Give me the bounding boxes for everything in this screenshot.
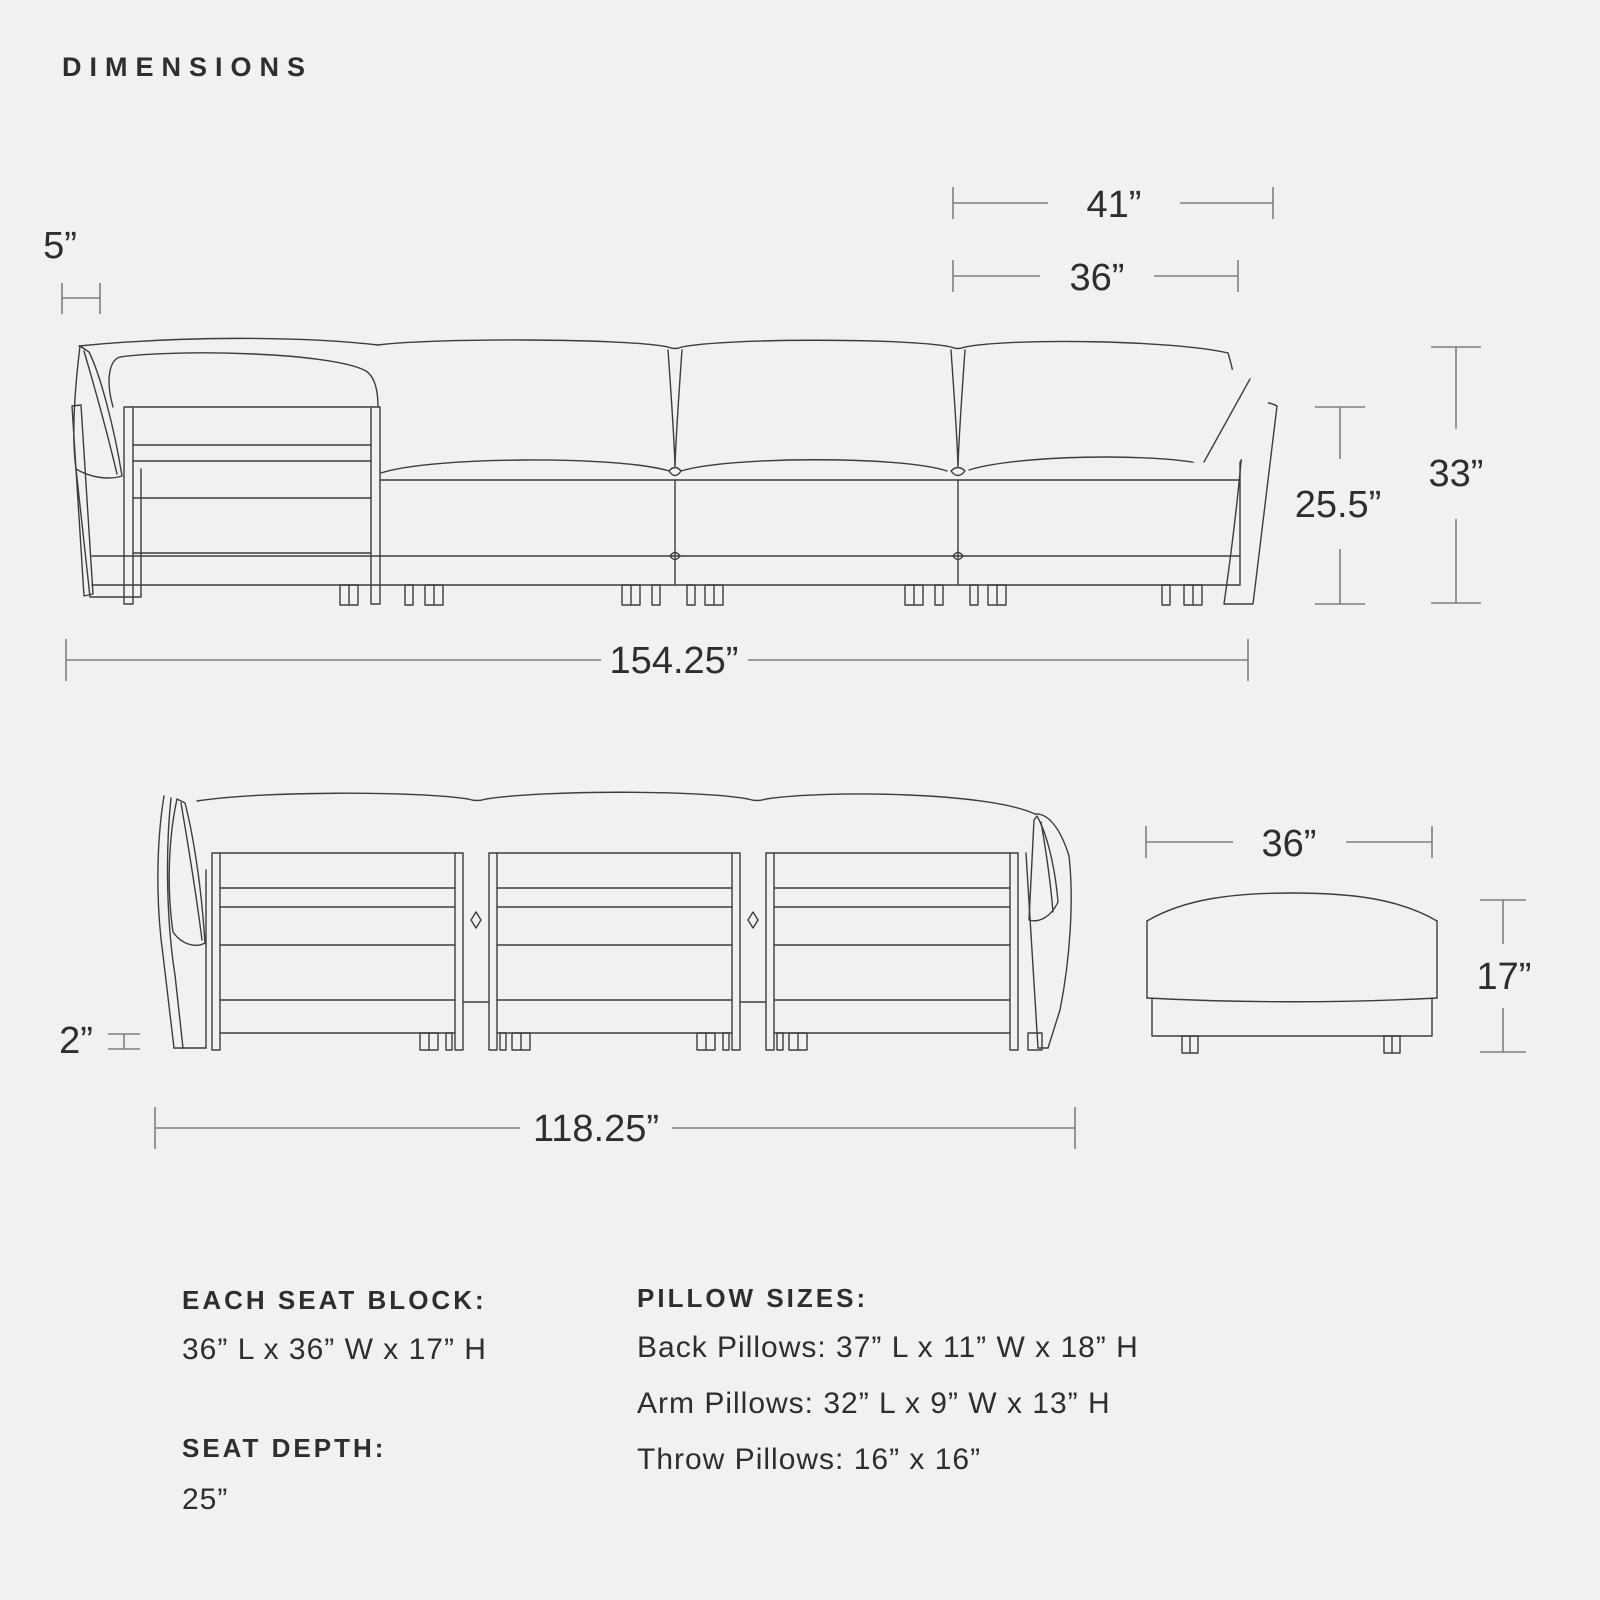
frame-post <box>455 853 463 1050</box>
frame-post <box>766 853 774 1050</box>
dim-ottoman-height-label: 17” <box>1476 956 1532 998</box>
leg <box>970 585 978 605</box>
seat-depth-heading: SEAT DEPTH: <box>182 1433 387 1463</box>
dim-ottoman-width <box>1146 823 1432 865</box>
front-legs <box>340 585 1202 605</box>
frame-post <box>371 407 380 604</box>
back-legs <box>420 1033 1042 1050</box>
dim-arm-height <box>1295 407 1382 604</box>
leg <box>446 1033 452 1050</box>
connector-leaf <box>748 912 758 928</box>
frame-post <box>732 853 740 1050</box>
right-arm-crease <box>1041 822 1053 912</box>
frame-post <box>212 853 220 1050</box>
page-title: DIMENSIONS <box>62 52 314 82</box>
frame-post <box>489 853 497 1050</box>
corner-wedge-crease <box>84 351 117 474</box>
frame-post <box>124 407 133 604</box>
dim-overall-width-front-label: 154.25” <box>609 640 739 682</box>
corner-arm-panel <box>72 405 93 596</box>
leg <box>777 1033 783 1050</box>
right-arm-inner-edge <box>1026 853 1038 1048</box>
frame-post <box>1010 853 1018 1050</box>
dim-overall-width-front <box>66 639 1248 682</box>
cushion-divider <box>668 350 675 466</box>
dim-arm-width <box>43 225 100 314</box>
right-arm-top <box>1035 814 1069 856</box>
right-arm-wedge-cushion <box>1029 816 1058 921</box>
dim-seat-block-width <box>953 257 1238 299</box>
leg <box>500 1033 506 1050</box>
ottoman-top <box>1147 893 1437 921</box>
dim-ottoman-width-label: 36” <box>1261 823 1317 865</box>
back-cushion-top-outline <box>79 338 378 346</box>
cushion-divider <box>951 350 958 466</box>
dim-leg-height-label: 2” <box>59 1020 93 1062</box>
dim-back-height-label: 33” <box>1428 453 1484 495</box>
pillow-item: Back Pillows: 37” L x 11” W x 18” H <box>637 1331 1139 1364</box>
pillow-heading: PILLOW SIZES: <box>637 1283 869 1313</box>
left-arm-crease <box>181 803 202 940</box>
cushion-divider <box>675 350 682 466</box>
ottoman-drawing <box>1147 893 1437 1053</box>
connector-leaf <box>471 912 481 928</box>
leg <box>405 585 413 605</box>
seat-cushion <box>681 460 947 471</box>
right-arm-outer-edge <box>1048 856 1071 1048</box>
leg <box>652 585 660 605</box>
dim-arm-width-label: 5” <box>43 225 77 267</box>
dim-arm-height-label: 25.5” <box>1294 484 1382 526</box>
seam-leaf <box>669 468 681 476</box>
leg <box>1162 585 1170 605</box>
back-cushion-top-outline <box>378 340 1228 353</box>
seat-cushion <box>969 457 1203 470</box>
ottoman-base <box>1152 999 1432 1036</box>
dim-overall-width-back <box>155 1107 1075 1150</box>
leg <box>687 585 695 605</box>
dim-ottoman-height <box>1477 900 1532 1052</box>
dim-end-seat-with-arm <box>953 184 1273 226</box>
dim-overall-width-back-label: 118.25” <box>532 1108 660 1150</box>
pillow-item: Throw Pillows: 16” x 16” <box>637 1443 982 1476</box>
pillow-item: Arm Pillows: 32” L x 9” W x 13” H <box>637 1387 1111 1420</box>
back-view-drawing <box>158 792 1071 1050</box>
leg <box>935 585 943 605</box>
corner-back-hump <box>109 353 378 407</box>
leg <box>723 1033 729 1050</box>
seat-block-heading: EACH SEAT BLOCK: <box>182 1285 487 1315</box>
ottoman-cushion-seam <box>1147 998 1437 1002</box>
dim-back-height <box>1429 347 1484 603</box>
seat-depth-value: 25” <box>182 1483 229 1516</box>
back-cushion-top-outline <box>197 792 1035 814</box>
dim-end-seat-with-arm-label: 41” <box>1086 184 1142 226</box>
front-view-drawing <box>72 338 1285 605</box>
dim-leg-height <box>59 1020 140 1062</box>
cushion-divider <box>958 350 965 466</box>
seam-leaf <box>951 468 965 476</box>
seat-cushion <box>381 460 669 473</box>
dim-seat-block-width-label: 36” <box>1069 257 1125 299</box>
seat-block-value: 36” L x 36” W x 17” H <box>182 1333 487 1366</box>
